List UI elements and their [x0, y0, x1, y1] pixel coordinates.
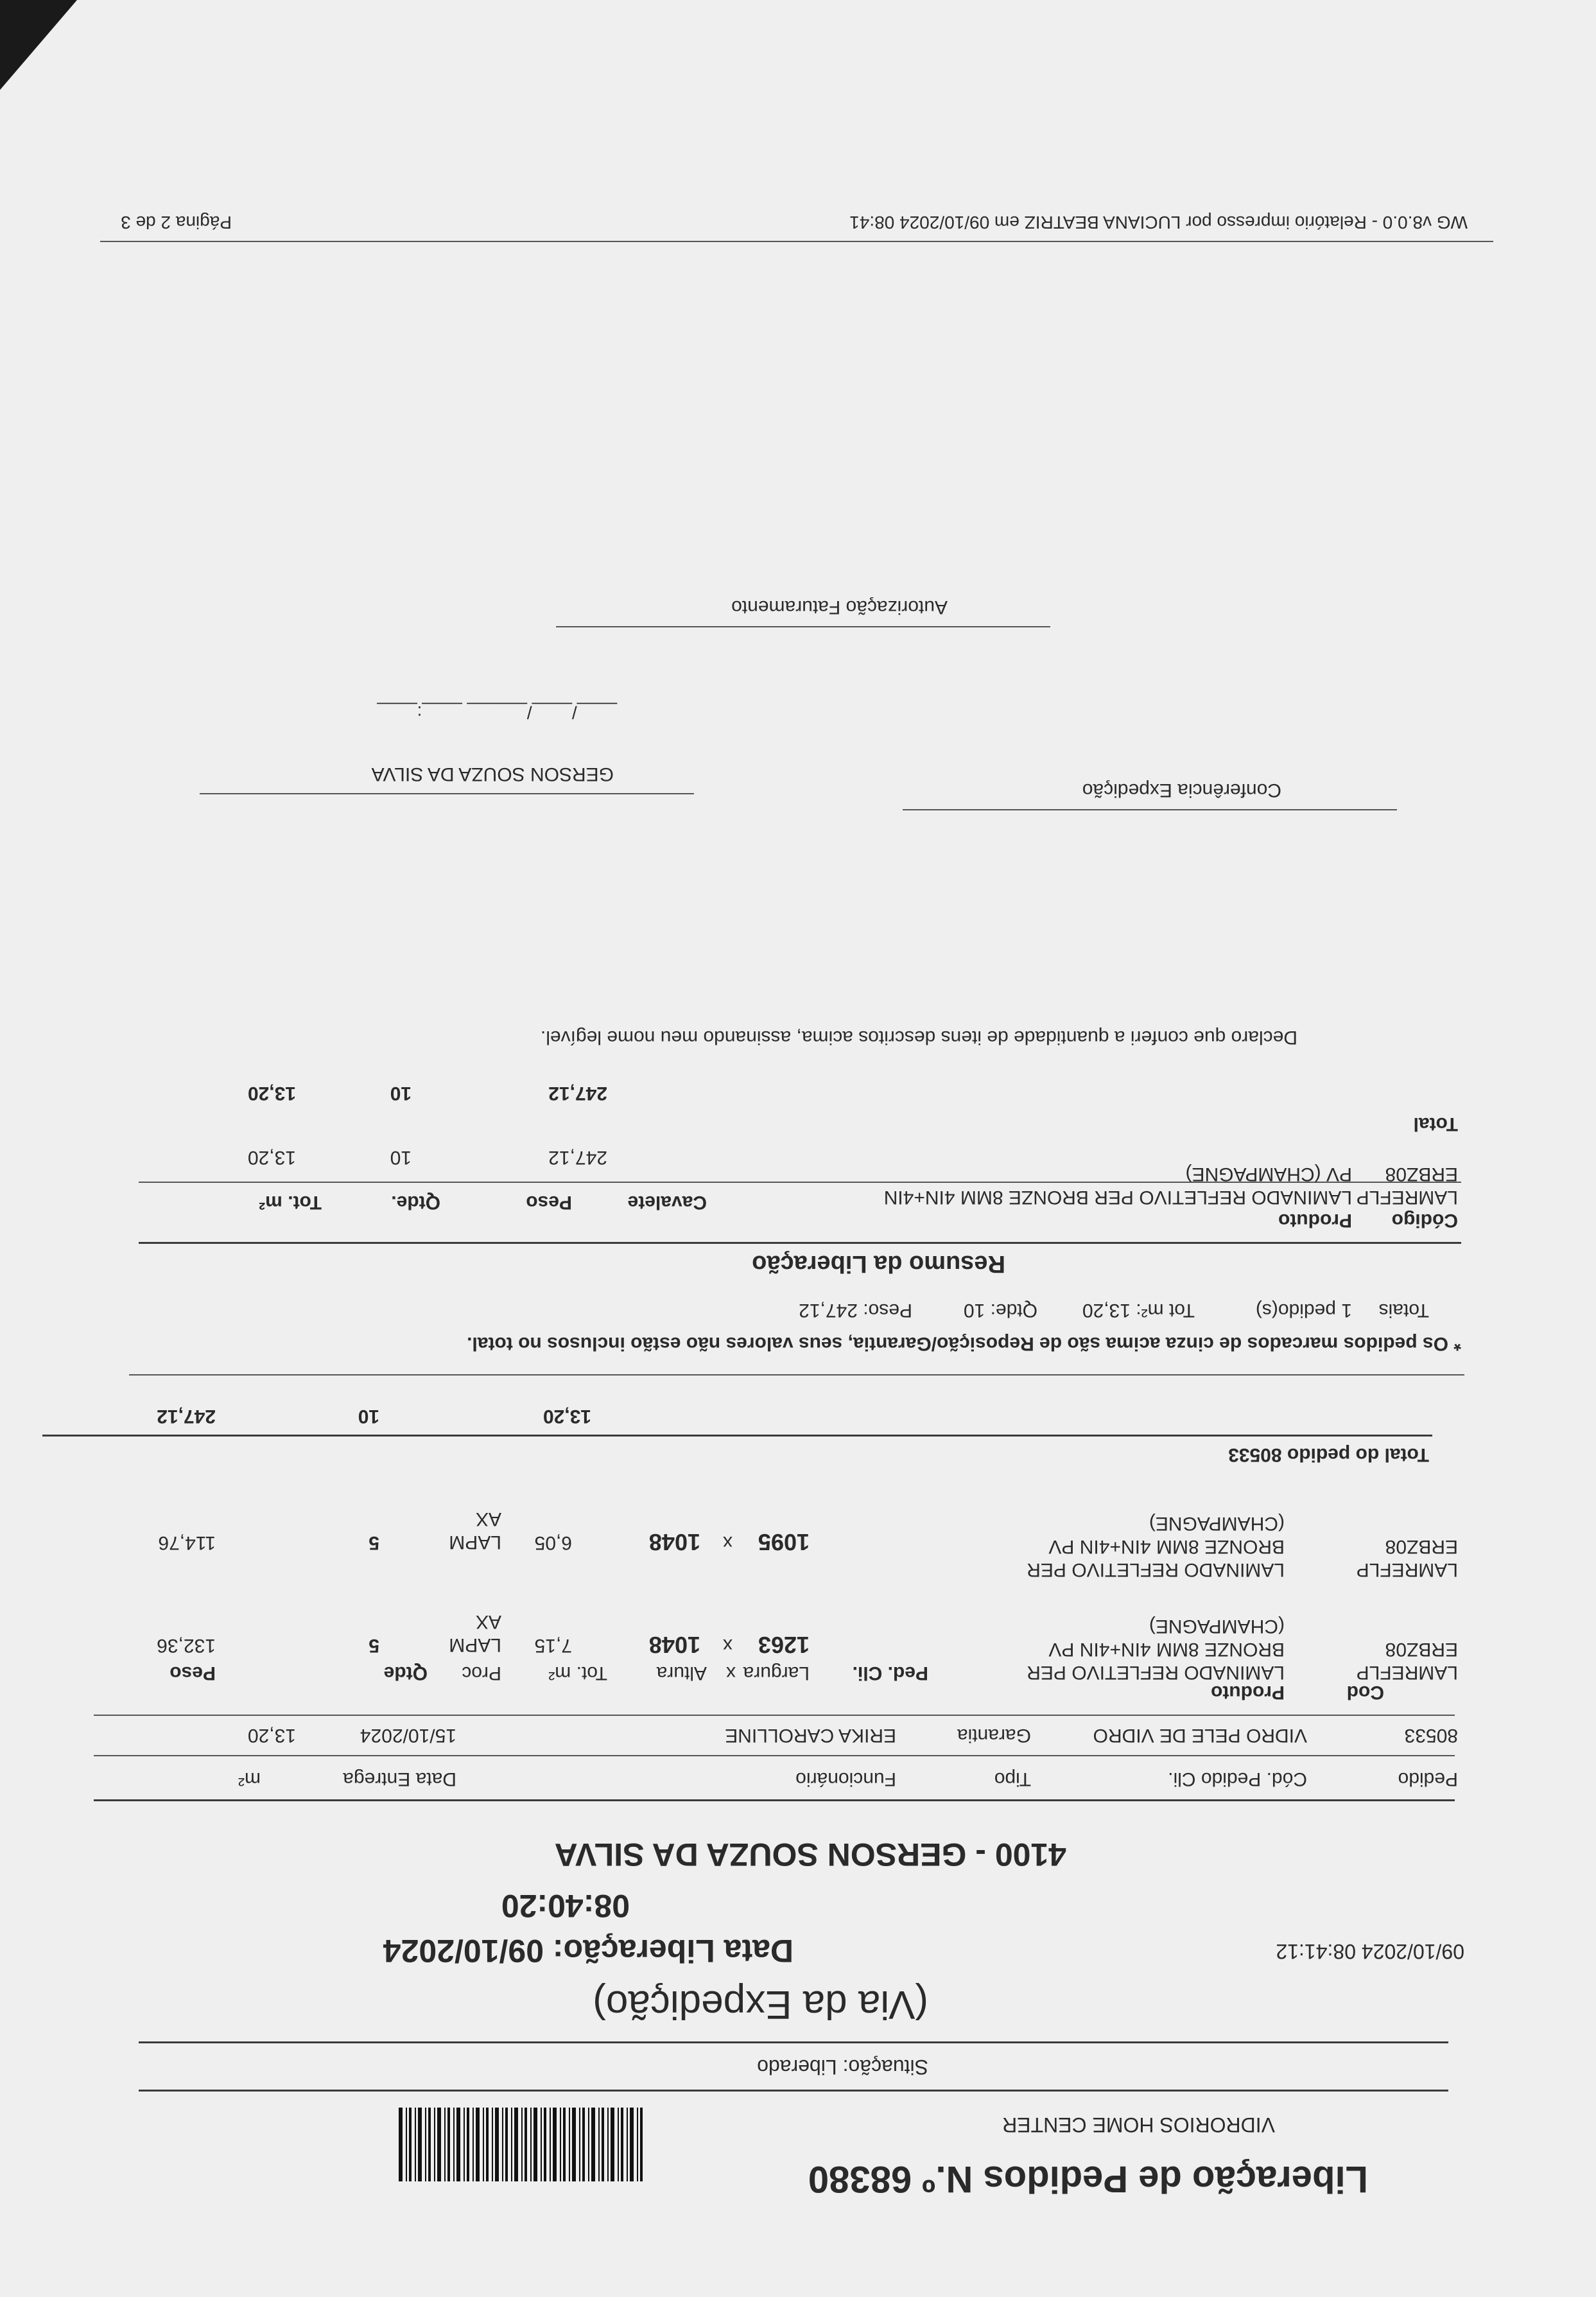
summary-total-label: Total: [1413, 1114, 1458, 1135]
col-cod-header: Cod: [1346, 1682, 1384, 1703]
order-total-label: Total do pedido 80533: [1228, 1444, 1429, 1465]
item-qtde: 5: [369, 1635, 379, 1656]
item-cod: LAMREFLP ERBZ08: [1357, 1639, 1458, 1683]
totals-pedidos: 1 pedido(s): [1255, 1300, 1352, 1321]
item-x: x: [723, 1635, 733, 1656]
header-divider-2: [139, 2041, 1448, 2043]
summary-col-cavalete-header: Cavalete: [627, 1192, 707, 1213]
totals-qtde: Qtde: 10: [963, 1300, 1037, 1321]
summary-produto: LAMINADO REFLETIVO PER BRONZE 8MM 4IN+4IN PV (CHAMPAGNE): [883, 1164, 1352, 1208]
autorizacao-faturamento-label: Autorização Faturamento: [731, 597, 948, 618]
col-produto-header: Produto: [1211, 1682, 1285, 1703]
item-produto: LAMINADO REFLETIVO PER BRONZE 8MM 4IN+4IN PV (CHAMPAGNE): [1027, 1616, 1285, 1683]
footer-report: WG v8.0.0 - Relatório impresso por LUCIANA BEATRIZ em 09/10/2024 08:41: [849, 213, 1468, 232]
release-date: Data Liberação: 09/10/2024: [383, 1933, 794, 1969]
signature-line-autorizacao: [556, 626, 1050, 627]
declaration-text: Declaro que conferi a quantidade de itens descritos acima, assinando meu nome legível.: [540, 1027, 1297, 1048]
totals-label: Totais: [1378, 1300, 1429, 1321]
order-employee: ERIKA CAROLLINE: [725, 1725, 896, 1746]
col-x-header: x: [726, 1663, 736, 1684]
item-largura: 1263: [758, 1632, 810, 1658]
order-m2: 13,20: [247, 1725, 296, 1746]
col-pedido-header: Pedido: [1398, 1769, 1458, 1790]
order-total-qtde: 10: [358, 1406, 379, 1427]
barcode: [399, 2108, 643, 2181]
signature-date-blank: ____/____/______ ____:____: [377, 703, 617, 722]
col-altura-header: Altura: [656, 1663, 707, 1684]
summary-col-tot-m2-header: Tot. m²: [259, 1192, 322, 1213]
summary-total-tot-m2: 13,20: [247, 1083, 296, 1104]
order-total-line: [42, 1435, 1432, 1437]
summary-top-line: [139, 1242, 1461, 1244]
signature-client-name: GERSON SOUZA DA SILVA: [371, 764, 614, 785]
summary-peso: 247,12: [548, 1147, 607, 1168]
conferencia-expedicao-label: Conferência Expedição: [1082, 780, 1281, 801]
summary-total-qtde: 10: [390, 1083, 412, 1104]
order-total-m2: 13,20: [542, 1406, 591, 1427]
col-m2-header: m²: [238, 1769, 261, 1790]
item-largura: 1095: [758, 1529, 810, 1555]
signature-line-client: [200, 793, 694, 794]
summary-col-peso-header: Peso: [526, 1192, 572, 1213]
col-tipo-header: Tipo: [994, 1769, 1031, 1790]
col-cod-pedido-cli-header: Cód. Pedido Cli.: [1168, 1769, 1307, 1790]
col-funcionario-header: Funcionário: [795, 1769, 896, 1790]
order-number: 80533: [1404, 1725, 1458, 1746]
orders-header-line: [94, 1755, 1455, 1756]
orders-top-line: [94, 1799, 1455, 1801]
summary-col-qtde-header: Qtde.: [391, 1192, 440, 1213]
section-divider: [129, 1374, 1464, 1376]
totals-m2: Tot m²: 13,20: [1082, 1300, 1195, 1321]
footer-page-number: Página 2 de 3: [121, 213, 232, 232]
totals-peso: Peso: 247,12: [799, 1300, 912, 1321]
item-altura: 1048: [648, 1529, 700, 1555]
item-produto: LAMINADO REFLETIVO PER BRONZE 8MM 4IN+4IN PV (CHAMPAGNE): [1027, 1513, 1285, 1580]
header-divider: [139, 2090, 1448, 2092]
order-total-peso: 247,12: [157, 1406, 216, 1427]
col-data-entrega-header: Data Entrega: [343, 1769, 456, 1790]
item-x: x: [723, 1532, 733, 1553]
item-cod: LAMREFLP ERBZ08: [1357, 1536, 1458, 1580]
order-client-code: VIDRO PELE DE VIDRO: [1093, 1725, 1307, 1746]
signature-line-conferencia: [903, 809, 1397, 810]
replacement-note: * Os pedidos marcados de cinza acima são de Reposição/Garantia, seus valores não estão inclusos no total.: [467, 1333, 1461, 1354]
item-peso: 114,76: [158, 1532, 216, 1553]
order-delivery-date: 15/10/2024: [360, 1725, 456, 1746]
item-tot-m2: 6,05: [534, 1532, 572, 1553]
col-ped-cli-header: Ped. Cli.: [852, 1663, 928, 1684]
item-proc: LAPM AX: [449, 1611, 501, 1655]
release-time: 08:40:20: [501, 1888, 630, 1924]
col-peso-header: Peso: [169, 1663, 216, 1684]
summary-col-codigo-header: Código: [1391, 1210, 1458, 1231]
summary-title: Resumo da Liberação: [752, 1250, 1005, 1277]
footer-line: [100, 241, 1493, 242]
item-qtde: 5: [369, 1532, 379, 1553]
col-qtde-header: Qtde: [383, 1663, 428, 1684]
col-largura-header: Largura: [743, 1663, 810, 1684]
company-name: VIDRORIOS HOME CENTER: [1002, 2113, 1275, 2136]
item-proc: LAPM AX: [449, 1508, 501, 1553]
item-altura: 1048: [648, 1632, 700, 1658]
order-type: Garantia: [957, 1725, 1031, 1746]
item-tot-m2: 7,15: [534, 1635, 572, 1656]
summary-col-produto-header: Produto: [1278, 1210, 1352, 1231]
summary-codigo: LAMREFLP ERBZ08: [1357, 1164, 1458, 1208]
summary-total-peso: 247,12: [548, 1083, 607, 1104]
document-title: Liberação de Pedidos N.º 68380: [808, 2158, 1368, 2200]
item-peso: 132,36: [157, 1635, 216, 1656]
col-tot-m2-header: Tot. m²: [548, 1663, 607, 1684]
client-name: 4100 - GERSON SOUZA DA SILVA: [554, 1837, 1066, 1873]
printed-at: 09/10/2024 08:41:12: [1276, 1940, 1464, 1963]
status-text: Situação: Liberado: [757, 2056, 928, 2079]
copy-label: (Via da Expedição): [593, 1982, 928, 2027]
summary-qtde: 10: [390, 1147, 412, 1168]
col-proc-header: Proc: [462, 1663, 501, 1684]
orders-row-line: [94, 1715, 1455, 1716]
summary-tot-m2: 13,20: [247, 1147, 296, 1168]
